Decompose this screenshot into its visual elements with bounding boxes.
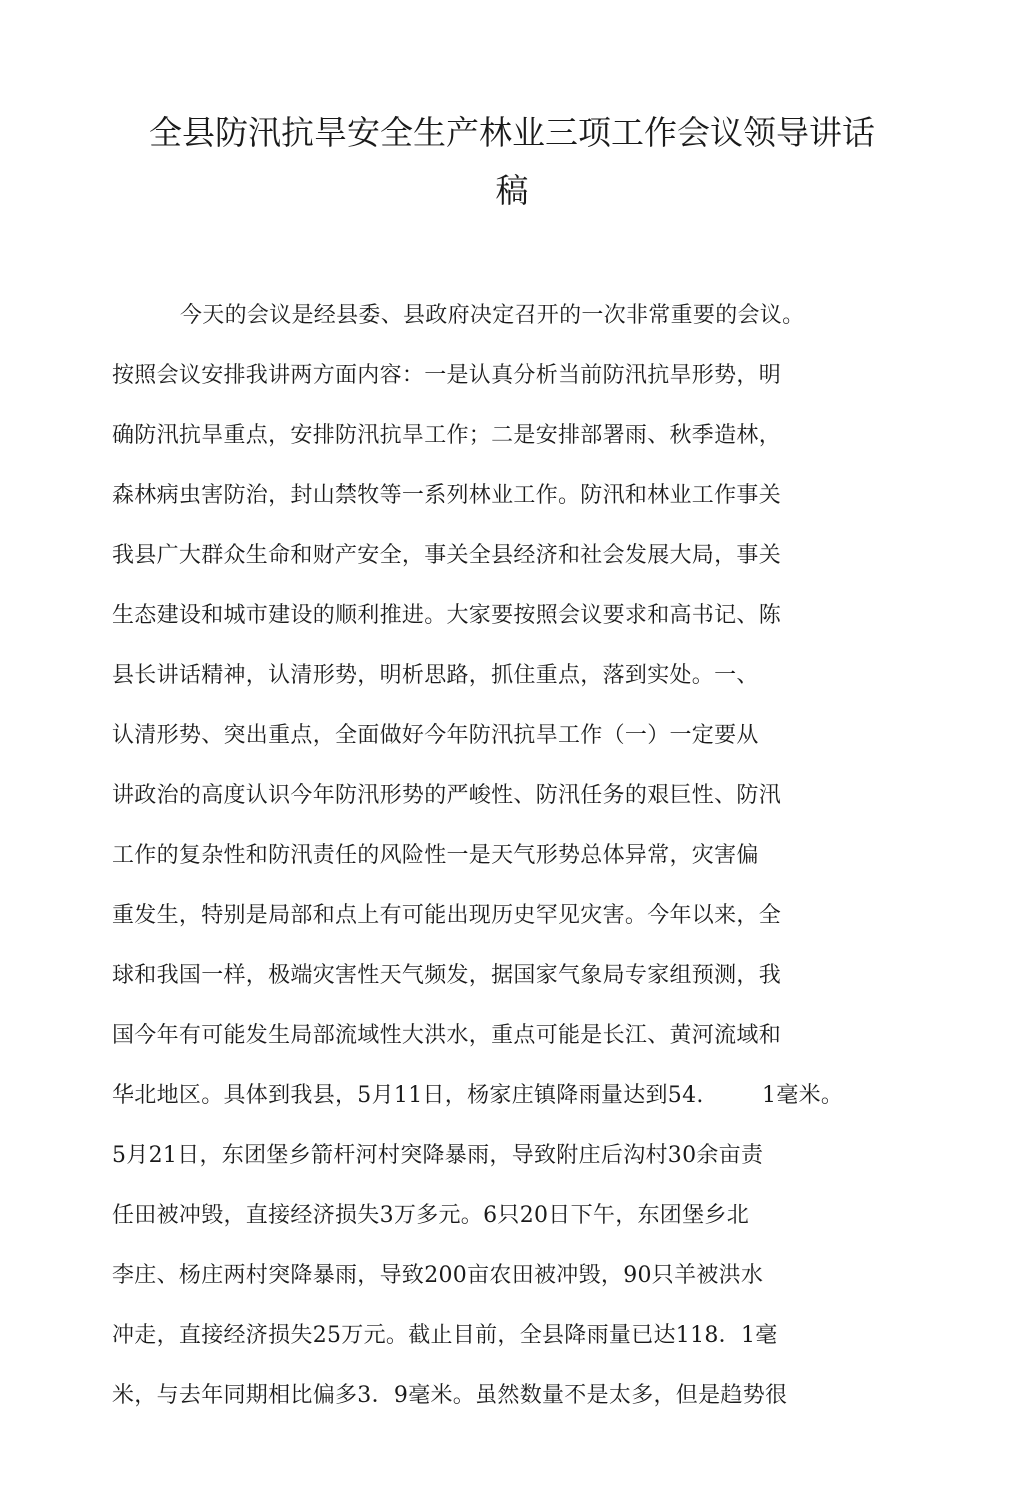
paragraph-line: 任田被冲毁，直接经济损失3万多元。6只20日下午，东团堡乡北: [112, 1203, 749, 1228]
paragraph-line: 重发生，特别是局部和点上有可能出现历史罕见灾害。今年以来，全: [112, 903, 782, 928]
paragraph-line: 华北地区。具体到我县，5月11日，杨家庄镇降雨量达到54. 1毫米。: [112, 1083, 844, 1108]
paragraph-line: 县长讲话精神，认清形势，明析思路，抓住重点，落到实处。一、: [112, 663, 759, 688]
paragraph-line: 李庄、杨庄两村突降暴雨，导致200亩农田被冲毁，90只羊被洪水: [112, 1263, 764, 1288]
document-title: [100, 104, 924, 220]
paragraph-line: 认清形势、突出重点，全面做好今年防汛抗旱工作（一）一定要从: [112, 723, 759, 748]
paragraph-line: 工作的复杂性和防汛责任的风险性一是天气形势总体异常，灾害偏: [112, 843, 759, 868]
paragraph-line: 森林病虫害防治，封山禁牧等一系列林业工作。防汛和林业工作事关: [112, 483, 782, 508]
title-line: 全县防汛抗旱安全生产林业三项工作会议领导讲话: [149, 113, 875, 152]
paragraph-line: 球和我国一样，极端灾害性天气频发，据国家气象局专家组预测，我: [112, 963, 782, 988]
paragraph-line: 我县广大群众生命和财产安全，事关全县经济和社会发展大局，事关: [112, 543, 782, 568]
paragraph-line: 确防汛抗旱重点，安排防汛抗旱工作；二是安排部署雨、秋季造林，: [112, 423, 782, 448]
paragraph-line: 5月21日，东团堡乡箭杆河村突降暴雨，导致附庄后沟村30余亩责: [112, 1143, 764, 1168]
paragraph-line: 今天的会议是经县委、县政府决定召开的一次非常重要的会议。: [180, 303, 805, 328]
paragraph-line: 讲政治的高度认识今年防汛形势的严峻性、防汛任务的艰巨性、防汛: [112, 783, 782, 808]
paragraph-line: 生态建设和城市建设的顺利推进。大家要按照会议要求和高书记、陈: [112, 603, 782, 628]
title-line: 稿: [495, 171, 529, 210]
paragraph-line: 按照会议安排我讲两方面内容：一是认真分析当前防汛抗旱形势，明: [112, 363, 782, 388]
paragraph-line: 冲走，直接经济损失25万元。截止目前，全县降雨量已达118．1毫: [112, 1323, 778, 1348]
document-body: [112, 286, 912, 1426]
paragraph-line: 米，与去年同期相比偏多3．9毫米。虽然数量不是太多，但是趋势很: [112, 1383, 788, 1408]
paragraph-line: 国今年有可能发生局部流域性大洪水，重点可能是长江、黄河流域和: [112, 1023, 782, 1048]
